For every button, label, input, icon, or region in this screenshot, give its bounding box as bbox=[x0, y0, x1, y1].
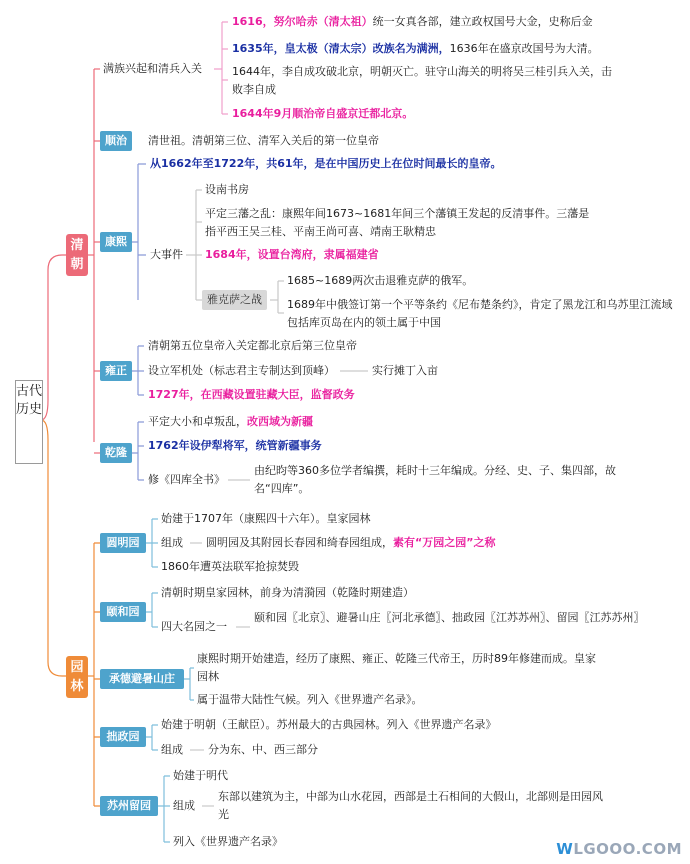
yongzheng-item-2: 设立军机处（标志君主专制达到顶峰） bbox=[148, 364, 335, 377]
topic-kangxi[interactable]: 康熙 bbox=[100, 232, 132, 252]
kangxi-events-label[interactable]: 大事件 bbox=[150, 248, 183, 261]
topic-liuyuan[interactable]: 苏州留园 bbox=[100, 796, 158, 816]
chengde-item-2: 属于温带大陆性气候。列入《世界遗产名录》。 bbox=[197, 693, 423, 706]
root-node[interactable]: 古代历史 bbox=[15, 380, 43, 464]
liuyuan-item-2b: 东部以建筑为主，中部为山水花园，西部是土石相间的大假山，北部则是田园风光 bbox=[218, 790, 603, 821]
yakesa-item-1: 1685~1689两次击退雅克萨的俄军。 bbox=[287, 274, 474, 287]
yakesa-item-2: 1689年中俄签订第一个平等条约《尼布楚条约》，肯定了黑龙江和乌苏里江流域包括库页岛在内的领土属于中国 bbox=[287, 298, 673, 329]
manzu-item-2 bbox=[232, 43, 599, 54]
yiheyuan-item-1: 清朝时期皇家园林，前身为清漪园（乾隆时期建造） bbox=[161, 586, 414, 599]
qianlong-item-1-highlight: 改西域为新疆 bbox=[247, 415, 313, 428]
topic-manzu[interactable]: 满族兴起和清兵入关 bbox=[103, 62, 202, 75]
watermark-logo bbox=[556, 840, 682, 858]
yongzheng-item-1: 清朝第五位皇帝入关定都北京后第三位皇帝 bbox=[148, 339, 357, 352]
watermark-text: LGOOO.COM bbox=[573, 840, 682, 858]
manzu-item-3: 1644年，李自成攻破北京，明朝灭亡。驻守山海关的明将吴三桂引兵入关，击败李自成 bbox=[232, 65, 612, 96]
manzu-item-1-text: 统一女真各部，建立政权国号大金，史称后金 bbox=[372, 15, 593, 28]
kangxi-summary: 从1662年至1722年，共61年，是在中国历史上在位时间最长的皇帝。 bbox=[150, 157, 502, 170]
chengde-item-1: 康熙时期开始建造，经历了康熙、雍正、乾隆三代帝王，历时89年修建而成。皇家园林 bbox=[197, 652, 596, 683]
yuanmingyuan-item-2[interactable]: 组成 bbox=[161, 536, 183, 549]
manzu-item-2-highlight: 1635年，皇太极（清太宗）改族名为满洲， bbox=[232, 42, 450, 55]
zhuozheng-item-2b: 分为东、中、西三部分 bbox=[208, 743, 318, 756]
shunzhi-text: 清世祖。清朝第三位、清军入关后的第一位皇帝 bbox=[148, 134, 379, 147]
topic-shunzhi[interactable]: 顺治 bbox=[100, 131, 132, 151]
topic-zhuozheng[interactable]: 拙政园 bbox=[100, 727, 146, 747]
manzu-item-1-highlight: 1616，努尔哈赤（清太祖） bbox=[232, 15, 373, 28]
yongzheng-item-2b: 实行摊丁入亩 bbox=[372, 364, 438, 377]
manzu-item-2-text: 1636年在盛京改国号为大清。 bbox=[449, 42, 599, 55]
liuyuan-item-3: 列入《世界遗产名录》 bbox=[173, 835, 283, 848]
qianlong-item-2: 1762年设伊犁将军，统管新疆事务 bbox=[148, 439, 322, 452]
liuyuan-item-1: 始建于明代 bbox=[173, 769, 228, 782]
yuanmingyuan-item-2b-highlight: 素有“万园之园”之称 bbox=[393, 536, 496, 549]
topic-yiheyuan[interactable]: 颐和园 bbox=[100, 602, 146, 622]
yuanmingyuan-item-2b-text: 圆明园及其附园长春园和绮春园组成， bbox=[206, 536, 393, 549]
topic-qianlong[interactable]: 乾隆 bbox=[100, 443, 132, 463]
yakesa-war-node[interactable]: 雅克萨之战 bbox=[202, 290, 267, 310]
yiheyuan-item-2[interactable]: 四大名园之一 bbox=[161, 620, 227, 633]
topic-yongzheng[interactable]: 雍正 bbox=[100, 361, 132, 381]
watermark-prefix: W bbox=[556, 840, 574, 858]
category-qing[interactable]: 清朝 bbox=[66, 234, 88, 276]
qianlong-item-1 bbox=[148, 416, 313, 427]
topic-yuanmingyuan[interactable]: 圆明园 bbox=[100, 533, 146, 553]
kangxi-event-3: 1684年，设置台湾府，隶属福建省 bbox=[205, 248, 379, 261]
yongzheng-item-3: 1727年，在西藏设置驻藏大臣，监督政务 bbox=[148, 388, 355, 401]
kangxi-event-2: 平定三藩之乱：康熙年间1673~1681年间三个藩镇王发起的反清事件。三藩是指平西王吴三桂、平南王尚可喜、靖南王耿精忠 bbox=[205, 207, 590, 238]
yuanmingyuan-item-2b bbox=[206, 537, 495, 548]
topic-chengde[interactable]: 承德避暑山庄 bbox=[100, 669, 184, 689]
zhuozheng-item-1: 始建于明朝（王献臣）。苏州最大的古典园林。列入《世界遗产名录》 bbox=[161, 718, 497, 731]
zhuozheng-item-2[interactable]: 组成 bbox=[161, 743, 183, 756]
category-yuanlin[interactable]: 园林 bbox=[66, 656, 88, 698]
yuanmingyuan-item-3: 1860年遭英法联军抢掠焚毁 bbox=[161, 560, 299, 573]
yuanmingyuan-item-1: 始建于1707年（康熙四十六年）。皇家园林 bbox=[161, 512, 371, 525]
manzu-item-4: 1644年9月顺治帝自盛京迁都北京。 bbox=[232, 107, 414, 120]
qianlong-item-3b: 由纪昀等360多位学者编撰，耗时十三年编成。分经、史、子、集四部，故名“四库”。 bbox=[254, 464, 616, 495]
manzu-item-1 bbox=[232, 16, 593, 27]
yiheyuan-item-2b: 颐和园〖北京〗、避暑山庄〖河北承德〗、拙政园〖江苏苏州〗、留园〖江苏苏州〗 bbox=[254, 611, 645, 624]
qianlong-item-3: 修《四库全书》 bbox=[148, 473, 225, 486]
kangxi-event-1: 设南书房 bbox=[205, 183, 249, 196]
qianlong-item-1-text: 平定大小和卓叛乱， bbox=[148, 415, 247, 428]
liuyuan-item-2[interactable]: 组成 bbox=[173, 799, 195, 812]
